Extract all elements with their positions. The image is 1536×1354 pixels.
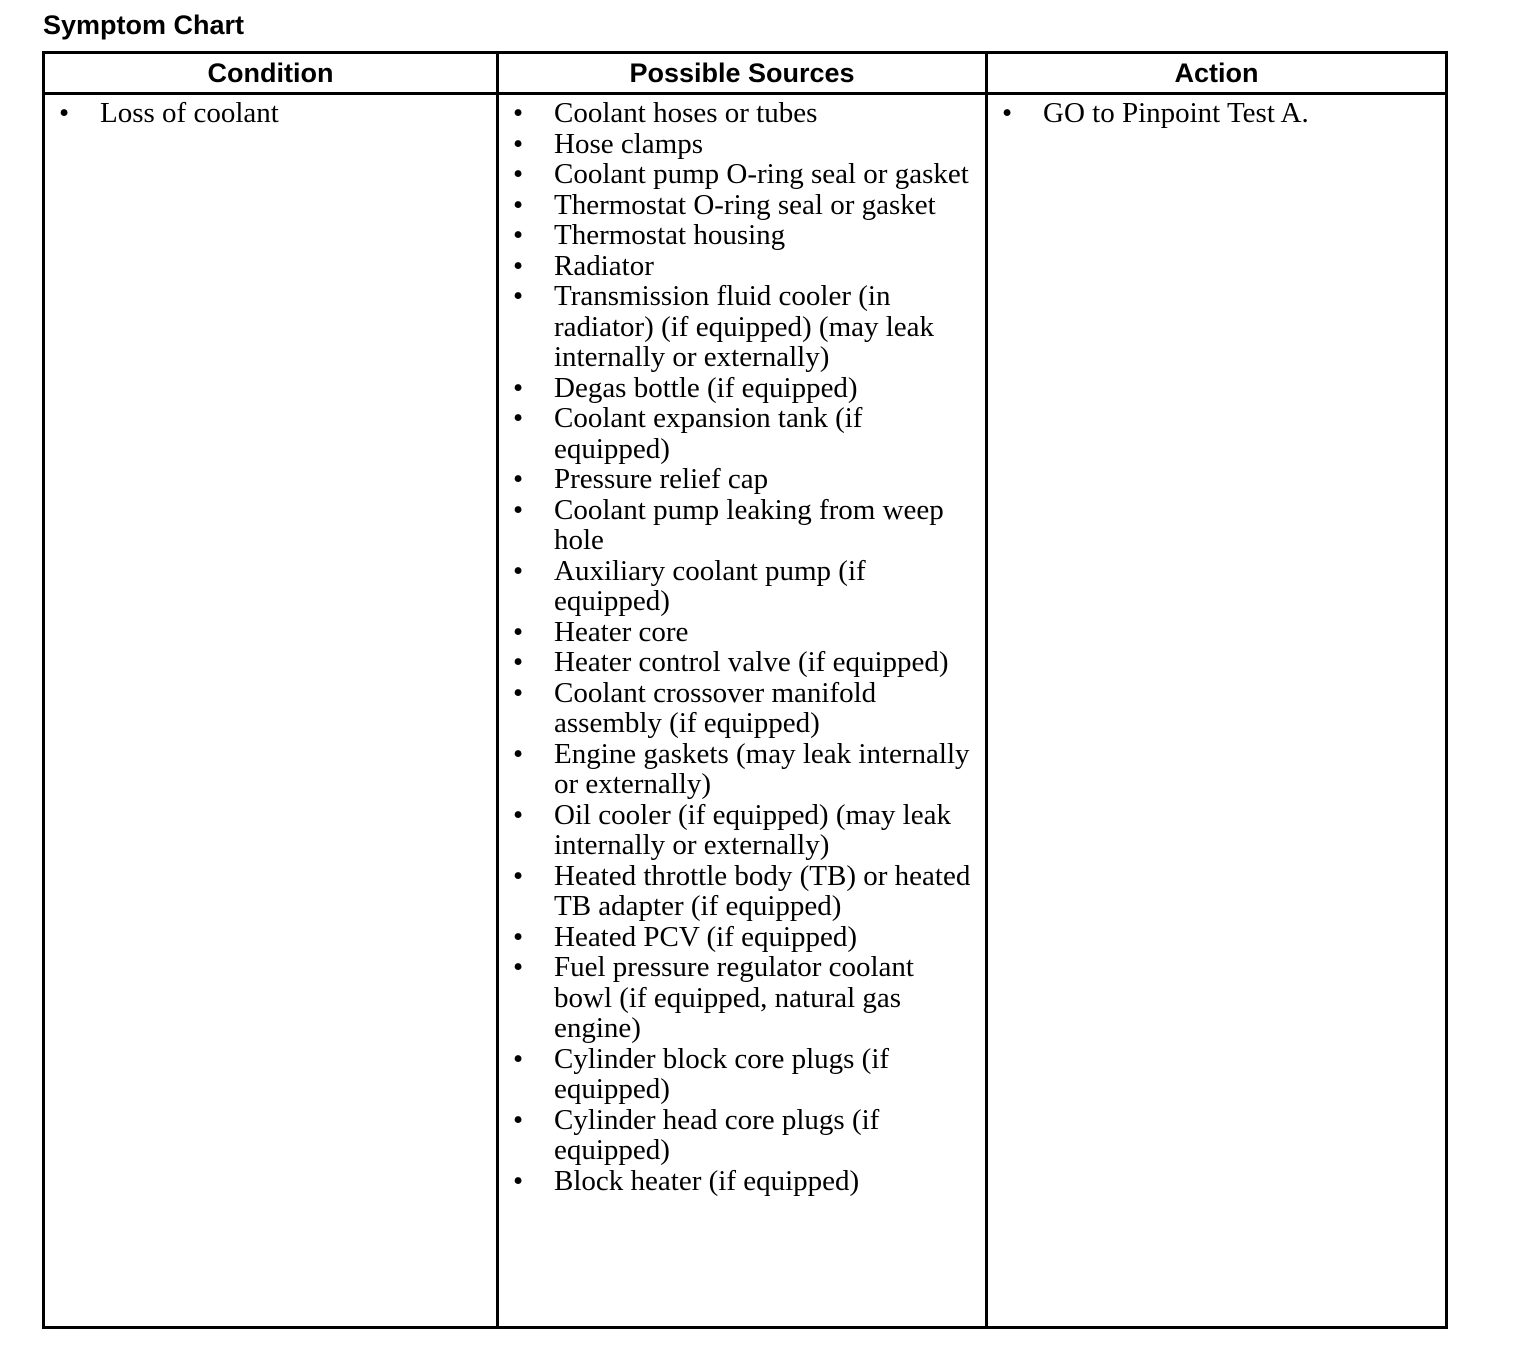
list-item-text: Cylinder block core plugs (if equipped) xyxy=(554,1042,890,1105)
list-item-text: Cylinder head core plugs (if equipped) xyxy=(554,1103,880,1166)
header-condition: Condition xyxy=(44,53,498,94)
bullet-icon: • xyxy=(513,951,524,983)
action-cell xyxy=(987,94,1447,1328)
list-item-text: Fuel pressure regulator coolant bowl (if equipped, natural gas engine) xyxy=(554,951,914,1044)
bullet-icon: • xyxy=(513,798,524,831)
list-item-text: Pressure relief cap xyxy=(554,463,769,495)
bullet-icon: • xyxy=(513,463,524,495)
bullet-icon: • xyxy=(513,737,524,770)
bullet-icon: • xyxy=(513,1103,524,1136)
bullet-icon: • xyxy=(513,920,524,953)
bullet-icon: • xyxy=(513,859,524,892)
header-action: Action xyxy=(987,53,1447,94)
action-list xyxy=(988,98,1445,129)
bullet-icon: • xyxy=(513,127,524,160)
list-item-text: Block heater (if equipped) xyxy=(554,1164,860,1197)
list-item xyxy=(988,98,1445,129)
list-item xyxy=(499,739,985,800)
list-item-text: Radiator xyxy=(554,249,654,282)
bullet-icon: • xyxy=(513,493,524,526)
list-item-text: Coolant pump leaking from weep hole xyxy=(554,493,944,556)
list-item xyxy=(499,220,985,251)
list-item-text: GO to Pinpoint Test A. xyxy=(1043,97,1309,129)
list-item-text: Coolant crossover manifold assembly (if equipped) xyxy=(554,676,877,739)
list-item xyxy=(499,1166,985,1197)
bullet-icon: • xyxy=(513,402,524,434)
list-item-text: Transmission fluid cooler (in radiator) (if equipped) (may leak internally or externally) xyxy=(554,280,935,373)
possible-sources-cell xyxy=(498,94,987,1328)
bullet-icon: • xyxy=(513,219,524,251)
list-item xyxy=(499,861,985,922)
list-item xyxy=(499,129,985,160)
header-possible-sources: Possible Sources xyxy=(498,53,987,94)
list-item xyxy=(499,922,985,953)
possible-sources-list xyxy=(499,98,985,1196)
bullet-icon: • xyxy=(513,615,524,648)
list-item xyxy=(45,98,496,129)
list-item xyxy=(499,159,985,190)
list-item-text: Hose clamps xyxy=(554,127,703,160)
list-item-text: Heater control valve (if equipped) xyxy=(554,646,949,678)
list-item-text: Thermostat O-ring seal or gasket xyxy=(554,188,936,221)
list-item-text: Heated PCV (if equipped) xyxy=(554,920,858,953)
condition-list xyxy=(45,98,496,129)
symptom-table xyxy=(42,51,1448,1329)
list-item xyxy=(499,800,985,861)
list-item xyxy=(499,556,985,617)
bullet-icon: • xyxy=(513,158,524,190)
list-item-text: Coolant expansion tank (if equipped) xyxy=(554,402,863,465)
list-item-text: Coolant hoses or tubes xyxy=(554,97,818,129)
bullet-icon: • xyxy=(513,646,524,678)
list-item-text: Engine gaskets (may leak internally or externally) xyxy=(554,737,970,800)
list-item xyxy=(499,1044,985,1105)
bullet-icon: • xyxy=(1002,97,1013,129)
bullet-icon: • xyxy=(513,676,524,709)
list-item xyxy=(499,403,985,464)
list-item xyxy=(499,464,985,495)
bullet-icon: • xyxy=(513,249,524,282)
list-item-text: Thermostat housing xyxy=(554,219,786,251)
list-item xyxy=(499,373,985,404)
list-item xyxy=(499,952,985,1044)
list-item-text: Coolant pump O-ring seal or gasket xyxy=(554,158,969,190)
bullet-icon: • xyxy=(513,371,524,404)
bullet-icon: • xyxy=(513,188,524,221)
list-item xyxy=(499,98,985,129)
list-item-text: Heater core xyxy=(554,615,689,648)
bullet-icon: • xyxy=(513,1042,524,1075)
list-item-text: Oil cooler (if equipped) (may leak internally or externally) xyxy=(554,798,951,861)
list-item xyxy=(499,251,985,282)
bullet-icon: • xyxy=(513,554,524,587)
bullet-icon: • xyxy=(59,97,70,129)
table-header-row xyxy=(44,53,1447,94)
list-item-text: Heated throttle body (TB) or heated TB adapter (if equipped) xyxy=(554,859,971,922)
list-item xyxy=(499,617,985,648)
bullet-icon: • xyxy=(513,1164,524,1197)
list-item xyxy=(499,190,985,221)
bullet-icon: • xyxy=(513,280,524,312)
bullet-icon: • xyxy=(513,97,524,129)
list-item xyxy=(499,495,985,556)
list-item-text: Degas bottle (if equipped) xyxy=(554,371,858,404)
list-item xyxy=(499,678,985,739)
list-item xyxy=(499,647,985,678)
page-title: Symptom Chart xyxy=(43,10,245,40)
table-row xyxy=(44,94,1447,1328)
list-item-text: Auxiliary coolant pump (if equipped) xyxy=(554,554,866,617)
condition-cell xyxy=(44,94,498,1328)
list-item xyxy=(499,281,985,373)
list-item-text: Loss of coolant xyxy=(100,97,279,129)
list-item xyxy=(499,1105,985,1166)
